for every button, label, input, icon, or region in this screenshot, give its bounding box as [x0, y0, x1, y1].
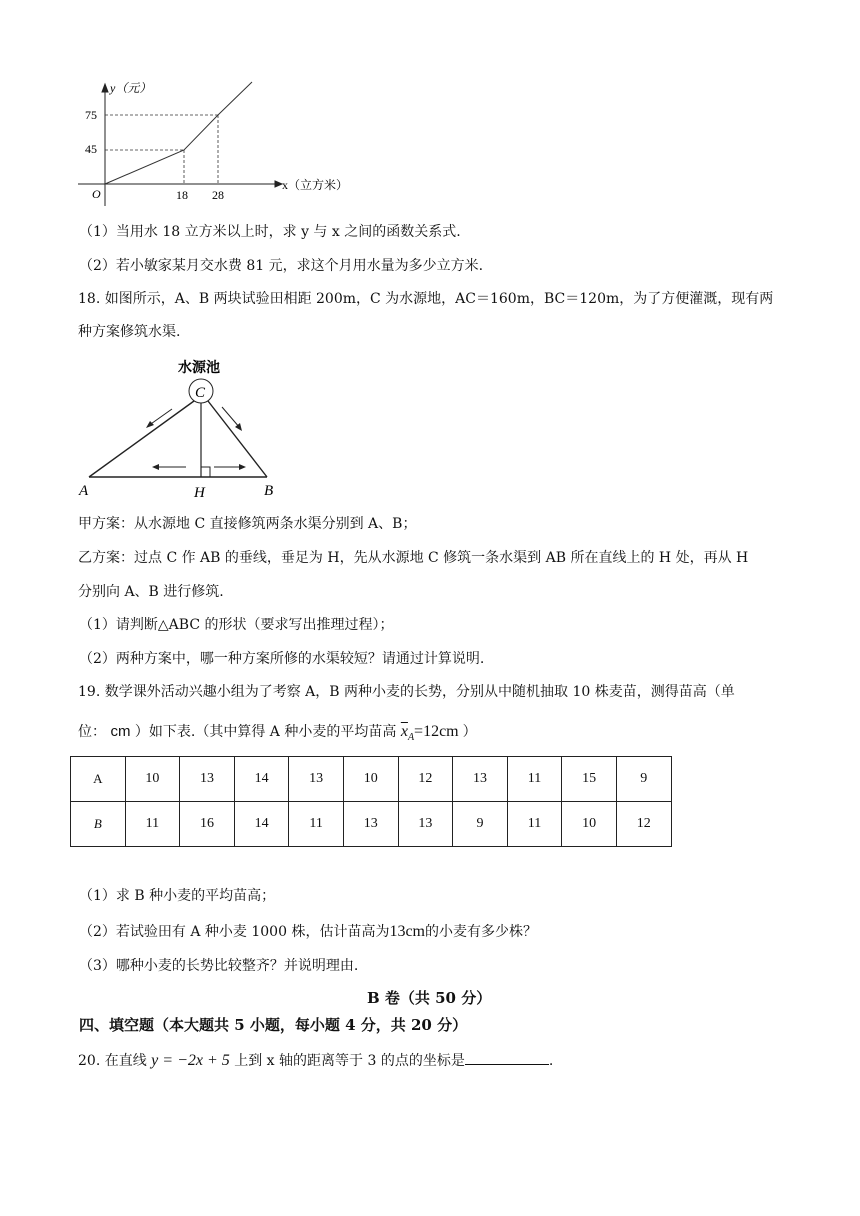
table-cell: 16 — [180, 802, 235, 847]
table-cell: 11 — [289, 802, 344, 847]
arrow-to-b — [222, 407, 240, 428]
table-cell: 13 — [343, 802, 398, 847]
mean-var: $\overline{x}$ — [400, 723, 408, 740]
table-cell: 11 — [507, 757, 562, 802]
side-cb — [208, 401, 267, 477]
wheat-height-table — [70, 756, 672, 847]
q20-suffix: 上到 x 轴的距离等于 3 的点的坐标是 — [234, 1053, 465, 1069]
q18-part2: （2）两种方案中，哪一种方案所修的水渠较短？请通过计算说明. — [79, 651, 485, 667]
q20-formula: y = −2x + 5 — [151, 1052, 230, 1069]
arrow-to-b-head — [235, 423, 242, 431]
q17-part2: （2）若小敏家某月交水费 81 元，求这个月用水量为多少立方米. — [79, 258, 484, 274]
table-cell: 9 — [616, 757, 671, 802]
q19-stem-end: ） — [462, 724, 477, 740]
label-h: H — [194, 485, 205, 501]
label-c: C — [195, 385, 206, 401]
q19-part2-val: 13cm — [389, 923, 425, 940]
side-ca — [89, 401, 194, 477]
y-axis-label: y（元） — [110, 81, 152, 95]
table-cell: 14 — [234, 757, 289, 802]
x-axis-arrow — [275, 181, 282, 187]
q19-part3: （3）哪种小麦的长势比较整齐？并说明理由. — [79, 958, 359, 974]
table-cell: 13 — [180, 757, 235, 802]
q17-part1: （1）当用水 18 立方米以上时，求 y 与 x 之间的函数关系式. — [79, 224, 461, 240]
table-cell: 13 — [289, 757, 344, 802]
q18-part1: （1）请判断△ABC 的形状（要求写出推理过程）； — [79, 617, 394, 633]
mean-formula — [400, 723, 463, 744]
table-cell: 15 — [562, 757, 617, 802]
y-tick-75: 75 — [85, 108, 97, 122]
plan-b-line2: 分别向 A、B 进行修筑. — [78, 584, 224, 600]
q19-unit: cm — [110, 723, 131, 740]
table-cell: 13 — [453, 757, 508, 802]
q20-prefix: 20. 在直线 — [78, 1053, 147, 1069]
plan-b-line1: 乙方案：过点 C 作 AB 的垂线，垂足为 H，先从水源地 C 修筑一条水渠到 AB 所在直线上的 H 处，再从 H — [78, 550, 749, 566]
mean-sub: A — [407, 732, 415, 744]
fee-line — [105, 82, 252, 184]
mean-val: =12cm — [414, 723, 459, 740]
table-row-b — [71, 802, 672, 847]
label-a: A — [79, 483, 89, 499]
table-cell: 10 — [562, 802, 617, 847]
label-b: B — [264, 483, 274, 499]
q19-stem-a: 位： — [78, 724, 106, 740]
table-cell: 12 — [616, 802, 671, 847]
q19-part1: （1）求 B 种小麦的平均苗高； — [79, 888, 276, 904]
table-cell: 10 — [343, 757, 398, 802]
q18-stem-line2: 种方案修筑水渠. — [78, 324, 181, 340]
table-row-label: A — [71, 757, 126, 802]
x-tick-18: 18 — [176, 188, 188, 202]
table-cell: 14 — [234, 802, 289, 847]
origin-label: O — [92, 187, 101, 201]
q20-end: . — [548, 1053, 554, 1069]
answer-blank — [465, 1050, 549, 1065]
x-axis-label: x（立方米） — [282, 178, 349, 192]
arrow-h-to-b-head — [239, 464, 246, 470]
arrow-h-to-a-head — [152, 464, 159, 470]
x-tick-28: 28 — [212, 188, 224, 202]
table-cell: 11 — [125, 802, 180, 847]
y-axis-arrow — [102, 84, 108, 92]
q18-stem-line1: 18. 如图所示，A、B 两块试验田相距 200m，C 为水源地，AC＝160m，BC＝120m，为了方便灌溉，现有两 — [78, 291, 774, 307]
table-row-a — [71, 757, 672, 802]
triangle-figure — [74, 352, 294, 502]
figure-title: 水源池 — [178, 360, 220, 376]
table-cell: 9 — [453, 802, 508, 847]
q19-stem-b: ）如下表.（其中算得 A 种小麦的平均苗高 — [134, 724, 397, 740]
q19-stem-line2 — [78, 722, 477, 748]
table-cell: 12 — [398, 757, 453, 802]
table-cell: 10 — [125, 757, 180, 802]
section-b-title: B 卷（共 50 分） — [367, 989, 492, 1007]
table-cell: 11 — [507, 802, 562, 847]
part-four-heading: 四、填空题（本大题共 5 小题，每小题 4 分，共 20 分） — [79, 1016, 468, 1034]
q19-part2-b: 的小麦有多少株？ — [425, 924, 537, 940]
right-angle-mark — [201, 467, 210, 477]
plan-a: 甲方案：从水源地 C 直接修筑两条水渠分别到 A、B； — [78, 516, 417, 532]
q19-part2 — [79, 922, 537, 942]
q19-part2-a: （2）若试验田有 A 种小麦 1000 株，估计苗高为 — [79, 924, 390, 940]
water-fee-graph — [70, 78, 350, 208]
q20 — [78, 1050, 553, 1071]
table-row-label: B — [71, 802, 126, 847]
y-tick-45: 45 — [85, 142, 97, 156]
q19-stem-line1: 19. 数学课外活动兴趣小组为了考察 A，B 两种小麦的长势，分别从中随机抽取 10 株麦苗，测得苗高（单 — [78, 684, 735, 700]
table-cell: 13 — [398, 802, 453, 847]
